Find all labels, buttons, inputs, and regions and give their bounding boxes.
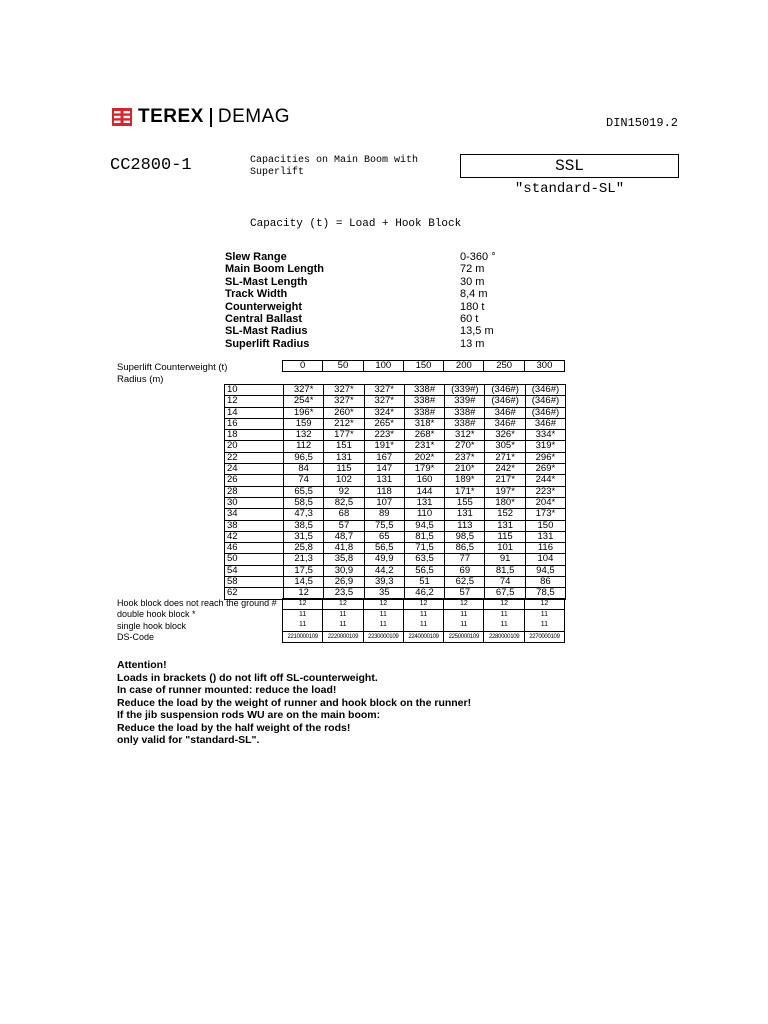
capacity-cell: 14,5 [284,577,324,588]
capacity-cell: 312* [445,430,485,441]
capacity-cell: 155 [445,497,485,508]
footer-table [282,598,565,643]
footer-cell: 11 [403,620,443,631]
footer-cell: 2220000109 [323,631,363,642]
capacity-cell: 269* [525,464,565,475]
capacity-cell: 35 [364,588,404,599]
footer-cell: 11 [283,610,323,621]
radius-cell: 18 [225,430,284,441]
spec-value: 13 m [460,337,485,350]
crane-model: CC2800-1 [110,156,192,175]
spec-label: SL-Mast Length [225,275,308,288]
capacity-cell: 91 [485,554,525,565]
radius-cell: 30 [225,497,284,508]
capacity-cell: 118 [364,486,404,497]
note-line: In case of runner mounted: reduce the load! [117,684,337,696]
spec-label: Main Boom Length [225,263,324,276]
footer-label-single-hook: single hook block [117,621,187,631]
capacity-cell: 319* [525,441,565,452]
capacity-cell: 334* [525,430,565,441]
capacity-cell: 92 [324,486,364,497]
footer-cell: 11 [283,620,323,631]
load-chart-table [224,384,566,600]
capacity-cell: 96,5 [284,452,324,463]
capacity-cell: 56,5 [364,543,404,554]
capacity-cell: 177* [324,430,364,441]
brand-demag: DEMAG [217,106,291,127]
capacity-cell: 81,5 [485,565,525,576]
footer-cell: 11 [323,610,363,621]
capacity-cell: 327* [284,385,324,396]
footer-table-body [283,599,565,643]
note-line: Attention! [117,659,167,671]
capacity-cell: 339# [445,396,485,407]
counterweight-cell: 150 [403,361,443,372]
capacity-cell: 115 [485,531,525,542]
radius-cell: 10 [225,385,284,396]
load-row [225,385,566,396]
capacity-cell: 71,5 [404,543,444,554]
capacity-cell: 191* [364,441,404,452]
capacity-cell: 180* [485,497,525,508]
capacity-cell: 65 [364,531,404,542]
load-row [225,509,566,520]
capacity-cell: 104 [525,554,565,565]
load-row [225,486,566,497]
note-line: If the jib suspension rods WU are on the main boom: [117,709,381,721]
footer-cell: 2230000109 [363,631,403,642]
norm-reference: DIN15019.2 [606,116,679,130]
capacity-cell: 57 [445,588,485,599]
capacity-cell: 58,5 [284,497,324,508]
capacity-cell: 116 [525,543,565,554]
capacity-cell: 197* [485,486,525,497]
radius-cell: 12 [225,396,284,407]
note-line: Reduce the load by the half weight of the rods! [117,721,351,734]
radius-axis-label: Radius (m) [117,374,164,385]
capacity-cell: (346#) [525,396,565,407]
footer-label-hook-ground: Hook block does not reach the ground # [117,598,277,608]
load-row [225,441,566,452]
capacity-cell: 179* [404,464,444,475]
radius-cell: 28 [225,486,284,497]
radius-cell: 24 [225,464,284,475]
capacity-cell: 338# [445,418,485,429]
capacity-cell: 23,5 [324,588,364,599]
capacity-cell: 346# [525,418,565,429]
load-row [225,497,566,508]
capacity-cell: 265* [364,418,404,429]
capacity-cell: 35,8 [324,554,364,565]
capacity-cell: (346#) [485,385,525,396]
document-subtitle: Capacities on Main Boom with Superlift [250,155,419,178]
radius-cell: 62 [225,588,284,599]
config-name: "standard-SL" [514,181,625,197]
capacity-cell: 147 [364,464,404,475]
brand-terex: TEREX [138,106,204,127]
capacity-cell: 65,5 [284,486,324,497]
load-row [225,554,566,565]
capacity-cell: 346# [485,407,525,418]
load-row [225,577,566,588]
capacity-cell: 327* [324,396,364,407]
capacity-cell: 318* [404,418,444,429]
capacity-cell: 49,9 [364,554,404,565]
capacity-cell: 68 [324,509,364,520]
footer-cell: 11 [363,620,403,631]
capacity-cell: 173* [525,509,565,520]
capacity-cell: (346#) [485,396,525,407]
footer-cell: 12 [484,599,524,610]
capacity-cell: 131 [525,531,565,542]
capacity-cell: 132 [284,430,324,441]
radius-cell: 46 [225,543,284,554]
capacity-cell: 46,2 [404,588,444,599]
spec-label: Slew Range [225,251,287,263]
capacity-cell: 189* [445,475,485,486]
capacity-cell: 244* [525,475,565,486]
capacity-cell: 17,5 [284,565,324,576]
capacity-cell: 51 [404,577,444,588]
load-row [225,520,566,531]
capacity-cell: 131 [364,475,404,486]
capacity-cell: 210* [445,464,485,475]
capacity-cell: (339#) [445,385,485,396]
spec-label: Track Width [225,288,288,301]
radius-cell: 26 [225,475,284,486]
counterweight-header [282,360,565,372]
capacity-cell: 326* [485,430,525,441]
radius-cell: 58 [225,577,284,588]
note-line: only valid for "standard-SL". [117,734,260,746]
capacity-cell: 86 [525,577,565,588]
capacity-cell: 67,5 [485,588,525,599]
capacity-cell: 131 [404,497,444,508]
footer-row [283,599,565,610]
radius-cell: 50 [225,554,284,565]
capacity-cell: 231* [404,441,444,452]
capacity-cell: 131 [445,509,485,520]
spec-row [225,288,540,300]
capacity-cell: 102 [324,475,364,486]
capacity-cell: 78,5 [525,588,565,599]
footer-cell: 12 [363,599,403,610]
capacity-cell: 296* [525,452,565,463]
capacity-cell: (346#) [525,407,565,418]
footer-cell: 12 [283,599,323,610]
capacity-cell: 202* [404,452,444,463]
load-row [225,475,566,486]
radius-cell: 22 [225,452,284,463]
capacity-cell: 31,5 [284,531,324,542]
radius-cell: 16 [225,418,284,429]
footer-row [283,620,565,631]
counterweight-axis-label: Superlift Counterweight (t) [117,362,228,373]
capacity-cell: 112 [284,441,324,452]
spec-label: Counterweight [225,300,302,313]
attention-notes [117,659,471,747]
spec-value: 180 t [460,300,485,313]
capacity-cell: 151 [324,441,364,452]
capacity-cell: 30,9 [324,565,364,576]
spec-label: Central Ballast [225,312,303,325]
capacity-cell: 254* [284,396,324,407]
capacity-cell: 196* [284,407,324,418]
capacity-cell: 63,5 [404,554,444,565]
counterweight-cell: 0 [283,361,323,372]
footer-cell: 11 [484,610,524,621]
capacity-cell: 223* [525,486,565,497]
capacity-cell: 98,5 [445,531,485,542]
spec-row [225,338,540,350]
capacity-cell: 62,5 [445,577,485,588]
footer-cell: 12 [323,599,363,610]
capacity-cell: 115 [324,464,364,475]
load-row [225,407,566,418]
footer-cell: 11 [484,620,524,631]
spec-value: 60 t [460,312,479,325]
load-row [225,464,566,475]
capacity-cell: 94,5 [404,520,444,531]
capacity-cell: 12 [284,588,324,599]
spec-row [225,276,540,288]
load-row [225,430,566,441]
footer-cell: 12 [524,599,564,610]
counterweight-cell: 200 [444,361,484,372]
footer-row [283,631,565,642]
capacity-cell: 44,2 [364,565,404,576]
capacity-cell: 242* [485,464,525,475]
spec-row [225,251,540,263]
capacity-cell: 271* [485,452,525,463]
footer-cell: 12 [403,599,443,610]
capacity-cell: 131 [485,520,525,531]
capacity-cell: 204* [525,497,565,508]
counterweight-cell: 100 [363,361,403,372]
capacity-cell: 56,5 [404,565,444,576]
footer-cell: 11 [444,610,484,621]
capacity-cell: 26,9 [324,577,364,588]
capacity-cell: 327* [364,396,404,407]
spec-value: 0-360 ° [460,251,496,263]
capacity-cell: 21,3 [284,554,324,565]
capacity-cell: 338# [404,396,444,407]
radius-cell: 54 [225,565,284,576]
capacity-cell: 107 [364,497,404,508]
capacity-cell: 338# [404,385,444,396]
config-code-box: SSL [460,154,679,178]
footer-cell: 2240000109 [403,631,443,642]
note-line: Loads in brackets () do not lift off SL-counterweight. [117,671,378,684]
spec-list [225,251,540,350]
capacity-cell: 57 [324,520,364,531]
capacity-cell: 69 [445,565,485,576]
radius-cell: 34 [225,509,284,520]
spec-label: Superlift Radius [225,337,310,350]
terex-demag-logo [112,106,290,128]
capacity-cell: 75,5 [364,520,404,531]
logo-divider [210,108,212,127]
footer-cell: 11 [444,620,484,631]
footer-cell: 2210000109 [283,631,323,642]
capacity-cell: 77 [445,554,485,565]
capacity-cell: 101 [485,543,525,554]
capacity-cell: 81,5 [404,531,444,542]
footer-label-double-hook: double hook block * [117,609,196,619]
radius-cell: 14 [225,407,284,418]
capacity-cell: 327* [364,385,404,396]
footer-cell: 2280000109 [484,631,524,642]
capacity-cell: 346# [485,418,525,429]
capacity-cell: 82,5 [324,497,364,508]
capacity-formula: Capacity (t) = Load + Hook Block [250,218,462,230]
spec-value: 72 m [460,263,485,276]
spec-value: 8,4 m [460,288,488,301]
capacity-cell: 86,5 [445,543,485,554]
capacity-cell: 41,8 [324,543,364,554]
footer-cell: 11 [323,620,363,631]
capacity-cell: 260* [324,407,364,418]
capacity-cell: 25,8 [284,543,324,554]
counterweight-cell: 300 [524,361,564,372]
capacity-cell: 270* [445,441,485,452]
capacity-cell: 324* [364,407,404,418]
capacity-cell: 305* [485,441,525,452]
load-row [225,418,566,429]
capacity-cell: 94,5 [525,565,565,576]
spec-value: 13,5 m [460,325,494,338]
footer-cell: 11 [524,620,564,631]
footer-cell: 11 [363,610,403,621]
load-row [225,565,566,576]
radius-cell: 42 [225,531,284,542]
spec-row [225,325,540,337]
capacity-cell: 212* [324,418,364,429]
footer-row [283,610,565,621]
load-chart-body [225,385,566,600]
footer-cell: 12 [444,599,484,610]
capacity-cell: 338# [404,407,444,418]
terex-emblem-icon [112,108,132,126]
capacity-cell: 171* [445,486,485,497]
capacity-cell: 39,3 [364,577,404,588]
capacity-cell: 48,7 [324,531,364,542]
counterweight-header-row [283,361,565,372]
capacity-cell: 113 [445,520,485,531]
capacity-cell: 217* [485,475,525,486]
capacity-cell: 47,3 [284,509,324,520]
counterweight-cell: 250 [484,361,524,372]
radius-cell: 38 [225,520,284,531]
spec-row [225,263,540,275]
load-row [225,396,566,407]
capacity-cell: 131 [324,452,364,463]
capacity-cell: 150 [525,520,565,531]
capacity-cell: 268* [404,430,444,441]
capacity-cell: 38,5 [284,520,324,531]
capacity-cell: 74 [284,475,324,486]
footer-cell: 2270000109 [524,631,564,642]
capacity-cell: 159 [284,418,324,429]
capacity-cell: 338# [445,407,485,418]
capacity-cell: 89 [364,509,404,520]
capacity-cell: (346#) [525,385,565,396]
counterweight-cell: 50 [323,361,363,372]
spec-row [225,313,540,325]
footer-cell: 11 [524,610,564,621]
footer-label-ds-code: DS-Code [117,632,155,642]
capacity-cell: 144 [404,486,444,497]
footer-cell: 11 [403,610,443,621]
capacity-cell: 84 [284,464,324,475]
spec-row [225,301,540,313]
capacity-cell: 327* [324,385,364,396]
capacity-cell: 152 [485,509,525,520]
capacity-cell: 160 [404,475,444,486]
load-row [225,452,566,463]
load-row [225,531,566,542]
load-row [225,543,566,554]
capacity-cell: 237* [445,452,485,463]
spec-label: SL-Mast Radius [225,325,308,338]
footer-cell: 2250000109 [444,631,484,642]
note-line: Reduce the load by the weight of runner and hook block on the runner! [117,696,472,709]
radius-cell: 20 [225,441,284,452]
capacity-cell: 74 [485,577,525,588]
capacity-cell: 167 [364,452,404,463]
spec-value: 30 m [460,275,485,288]
capacity-cell: 223* [364,430,404,441]
capacity-cell: 110 [404,509,444,520]
